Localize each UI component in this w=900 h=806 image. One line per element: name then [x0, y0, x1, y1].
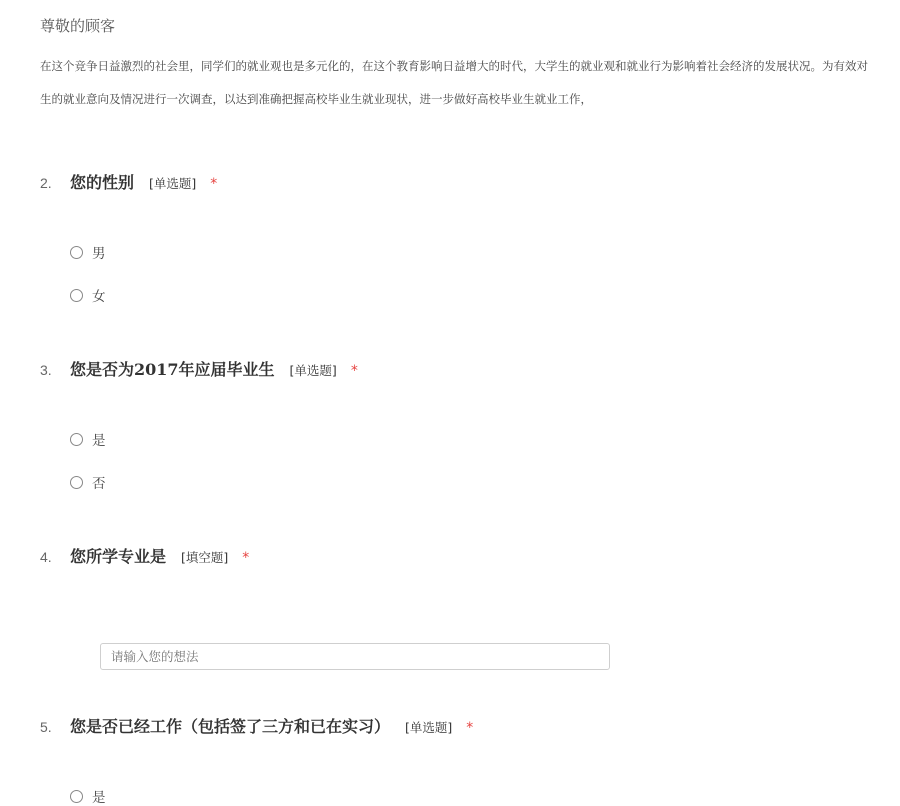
survey-intro-line-1: 在这个竞争日益激烈的社会里，同学们的就业观也是多元化的，在这个教育影响日益增大的时代，大学生的就业观和就业行为影响着社会经济的发展状况。为有效对	[40, 59, 868, 73]
radio-option-yes[interactable]	[70, 429, 106, 449]
question-title: 您是否已经工作（包括签了三方和已在实习）	[70, 717, 391, 736]
radio-button[interactable]	[70, 289, 83, 302]
question-3-header	[40, 357, 358, 380]
question-4-header	[40, 544, 249, 567]
radio-option-no[interactable]	[70, 472, 106, 492]
question-5-header	[40, 714, 473, 737]
question-type-tag: [填空题]	[181, 550, 229, 565]
option-label: 男	[92, 246, 106, 262]
question-number: 4.	[40, 549, 52, 565]
radio-button[interactable]	[70, 476, 83, 489]
question-title: 您是否为2017年应届毕业生	[70, 360, 275, 379]
required-mark: *	[210, 176, 218, 192]
radio-button[interactable]	[70, 246, 83, 259]
radio-option-employed-yes[interactable]	[70, 786, 106, 806]
question-2-header	[40, 170, 217, 193]
question-title: 您的性别	[70, 173, 135, 192]
option-label: 是	[92, 790, 106, 806]
question-number: 2.	[40, 175, 52, 191]
survey-intro-line-2: 生的就业意向及情况进行一次调查，以达到准确把握高校毕业生就业现状，进一步做好高校毕业生就业工作，	[40, 92, 592, 106]
survey-greeting: 尊敬的顾客	[40, 17, 116, 35]
question-type-tag: [单选题]	[405, 720, 453, 735]
radio-button[interactable]	[70, 433, 83, 446]
question-type-tag: [单选题]	[149, 176, 197, 191]
required-mark: *	[242, 550, 250, 566]
question-title: 您所学专业是	[70, 547, 167, 566]
question-number: 5.	[40, 719, 52, 735]
major-text-input[interactable]	[100, 643, 610, 670]
question-type-tag: [单选题]	[289, 363, 337, 378]
radio-button[interactable]	[70, 790, 83, 803]
required-mark: *	[466, 720, 474, 736]
radio-option-male[interactable]	[70, 242, 106, 262]
option-label: 否	[92, 476, 106, 492]
radio-option-female[interactable]	[70, 285, 106, 305]
required-mark: *	[350, 363, 358, 379]
option-label: 是	[92, 433, 106, 449]
question-number: 3.	[40, 362, 52, 378]
option-label: 女	[92, 289, 106, 305]
